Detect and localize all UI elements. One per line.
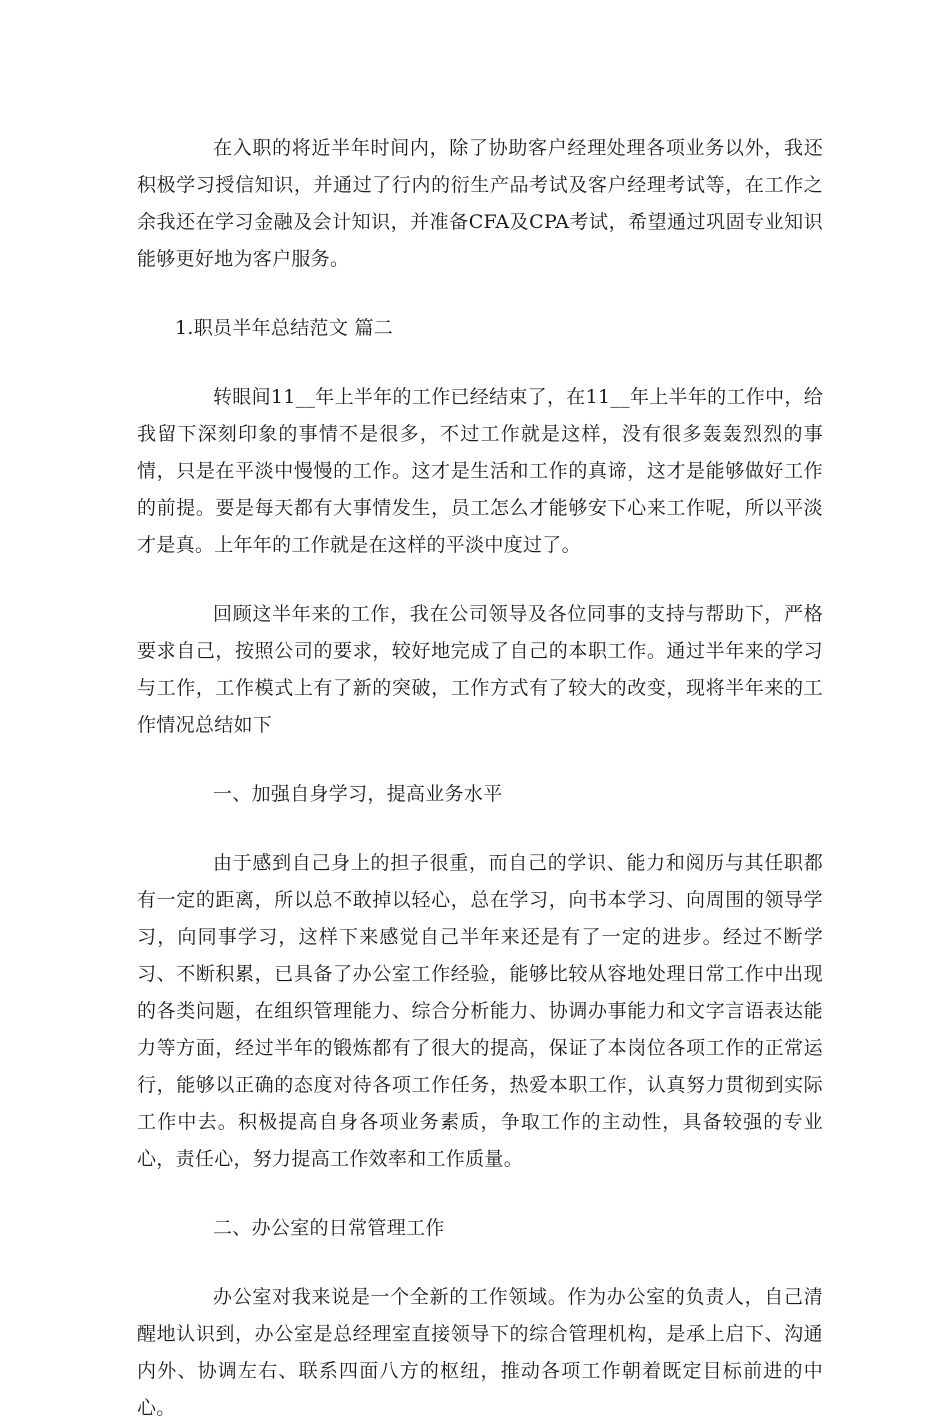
section-heading-study: 一、加强自身学习，提高业务水平 <box>213 783 503 805</box>
paragraph-study: 由于感到自己身上的担子很重，而自己的学识、能力和阅历与其任职都有一定的距离，所以总不敢掉以轻心，总在学习，向书本学习、向周围的领导学习，向同事学习，这样下来感觉自己半年来还是有了一定的进步。经过不断学习、不断积累，已具备了办公室工作经验，能够比较从容地处理日常工作中出现的各类问题，在组织管理能力、综合分析能力、协调办事能力和文字言语表达能力等方面，经过半年的锻炼都有了很大的提高，保证了本岗位各项工作的正常运行，能够以正确的态度对待各项工作任务，热爱本职工作，认真努力贯彻到实际工作中去。积极提高自身各项业务素质，争取工作的主动性，具备较强的专业心，责任心，努力提高工作效率和工作质量。 <box>137 852 823 1170</box>
document-body <box>137 130 823 1427</box>
paragraph-intro: 在入职的将近半年时间内，除了协助客户经理处理各项业务以外，我还积极学习授信知识，并通过了行内的衍生产品考试及客户经理考试等，在工作之余我还在学习金融及会计知识，并准备CFA及CPA考试，希望通过巩固专业知识能够更好地为客户服务。 <box>137 137 823 270</box>
section-heading-office: 二、办公室的日常管理工作 <box>213 1217 445 1239</box>
paragraph-office: 办公室对我来说是一个全新的工作领域。作为办公室的负责人，自己清醒地认识到，办公室是总经理室直接领导下的综合管理机构，是承上启下、沟通内外、协调左右、联系四面八方的枢纽，推动各项工作朝着既定目标前进的中心。 <box>137 1286 823 1419</box>
paragraph-part-two-opening: 转眼间11__年上半年的工作已经结束了，在11__年上半年的工作中，给我留下深刻印象的事情不是很多，不过工作就是这样，没有很多轰轰烈烈的事情，只是在平淡中慢慢的工作。这才是生活和工作的真谛，这才是能够做好工作的前提。要是每天都有大事情发生，员工怎么才能够安下心来工作呢，所以平淡才是真。上年年的工作就是在这样的平淡中度过了。 <box>137 386 823 556</box>
section-heading-part-two: 1.职员半年总结范文 篇二 <box>175 317 394 339</box>
paragraph-review: 回顾这半年来的工作，我在公司领导及各位同事的支持与帮助下，严格要求自己，按照公司的要求，较好地完成了自己的本职工作。通过半年来的学习与工作，工作模式上有了新的突破，工作方式有了较大的改变，现将半年来的工作情况总结如下 <box>137 603 823 736</box>
